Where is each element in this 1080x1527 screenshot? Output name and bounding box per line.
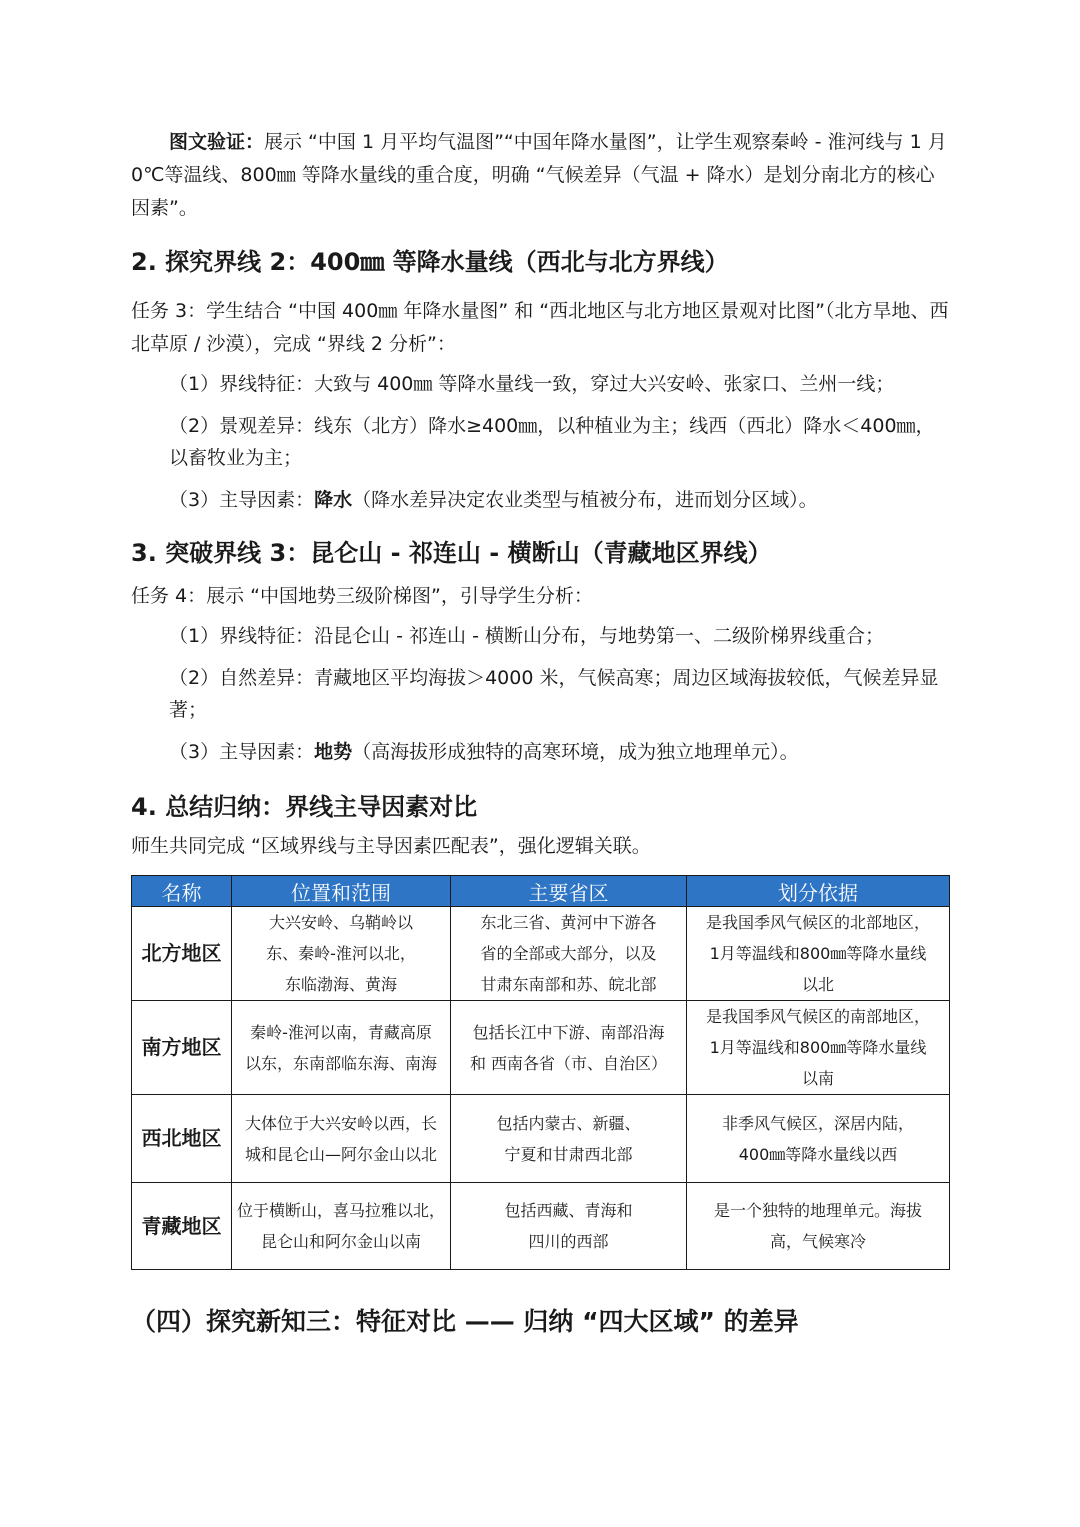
intro-label: 图文验证：: [169, 131, 265, 153]
region-name: 青藏地区: [132, 1183, 232, 1270]
section3-item2: （2）自然差异：青藏地区平均海拔＞4000 米，气候高寒；周边区域海拔较低，气候差异显著；: [169, 667, 939, 721]
section-four-heading: （四）探究新知三：特征对比 —— 归纳 “四大区域” 的差异: [131, 1307, 799, 1336]
section3-item1: （1）界线特征：沿昆仑山 - 祁连山 - 横断山分布，与地势第一、二级阶梯界线重合；: [169, 625, 884, 647]
section3-task: 任务 4：展示 “中国地势三级阶梯图”，引导学生分析：: [131, 585, 593, 607]
region-position: 秦岭-淮河以南，青藏高原 以东，东南部临东海、南海: [232, 1001, 451, 1095]
section3-item3-key: 地势: [314, 741, 353, 763]
section2-item2: （2）景观差异：线东（北方）降水≥400㎜，以种植业为主；线西（西北）降水＜400㎜，以畜牧业为主；: [169, 415, 935, 469]
section3-item3-suffix: （高海拔形成独特的高寒环境，成为独立地理单元）。: [352, 741, 799, 763]
region-basis: 是一个独特的地理单元。海拔 高，气候寒冷: [687, 1183, 950, 1270]
section2-item3-key: 降水: [314, 489, 353, 511]
region-comparison-table: [131, 875, 950, 1270]
region-basis: 是我国季风气候区的北部地区， 1月等温线和800㎜等降水量线 以北: [687, 907, 950, 1001]
region-name: 南方地区: [132, 1001, 232, 1095]
header-provinces: 主要省区: [451, 876, 687, 907]
table-row: [132, 1183, 950, 1270]
region-basis: 非季风气候区，深居内陆， 400㎜等降水量线以西: [687, 1095, 950, 1183]
table-header-row: [132, 876, 950, 907]
region-position: 位于横断山，喜马拉雅以北， 昆仑山和阿尔金山以南: [232, 1183, 451, 1270]
header-name: 名称: [132, 876, 232, 907]
table-row: [132, 1095, 950, 1183]
region-provinces: 包括长江中下游、南部沿海 和 西南各省（市、自治区）: [451, 1001, 687, 1095]
section4-desc: 师生共同完成 “区域界线与主导因素匹配表”，强化逻辑关联。: [131, 835, 651, 857]
section3-heading: 3. 突破界线 3：昆仑山 - 祁连山 - 横断山（青藏地区界线）: [131, 539, 772, 567]
table-row: [132, 1001, 950, 1095]
region-name: 西北地区: [132, 1095, 232, 1183]
header-position: 位置和范围: [232, 876, 451, 907]
table-row: [132, 907, 950, 1001]
region-provinces: 东北三省、黄河中下游各 省的全部或大部分，以及 甘肃东南部和苏、皖北部: [451, 907, 687, 1001]
section2-item3-prefix: （3）主导因素：: [169, 489, 315, 511]
region-provinces: 包括西藏、青海和 四川的西部: [451, 1183, 687, 1270]
region-position: 大体位于大兴安岭以西，长 城和昆仑山—阿尔金山以北: [232, 1095, 451, 1183]
section3-item3: [131, 736, 949, 768]
section2-heading: 2. 探究界线 2：400㎜ 等降水量线（西北与北方界线）: [131, 248, 729, 276]
region-position: 大兴安岭、乌鞘岭以 东、秦岭-淮河以北， 东临渤海、黄海: [232, 907, 451, 1001]
section3-item3-prefix: （3）主导因素：: [169, 741, 315, 763]
section2-task: 任务 3：学生结合 “中国 400㎜ 年降水量图” 和 “西北地区与北方地区景观对比图”（北方旱地、西北草原 / 沙漠），完成 “界线 2 分析”：: [131, 300, 949, 355]
region-basis: 是我国季风气候区的南部地区， 1月等温线和800㎜等降水量线 以南: [687, 1001, 950, 1095]
region-name: 北方地区: [132, 907, 232, 1001]
intro-paragraph: [131, 126, 949, 225]
section4-heading: 4. 总结归纳：界线主导因素对比: [131, 793, 478, 821]
region-provinces: 包括内蒙古、新疆、 宁夏和甘肃西北部: [451, 1095, 687, 1183]
section2-item3: [131, 484, 949, 516]
section2-item3-suffix: （降水差异决定农业类型与植被分布，进而划分区域）。: [352, 489, 818, 511]
document-page: [131, 126, 949, 1340]
intro-text: 展示 “中国 1 月平均气温图”“中国年降水量图”，让学生观察秦岭 - 淮河线与 1 月 0℃等温线、800㎜ 等降水量线的重合度，明确 “气候差异（气温 + 降水）是划分南北方的核心因素”。: [131, 131, 947, 219]
header-basis: 划分依据: [687, 876, 950, 907]
section2-item1: （1）界线特征：大致与 400㎜ 等降水量线一致，穿过大兴安岭、张家口、兰州一线；: [169, 373, 895, 395]
